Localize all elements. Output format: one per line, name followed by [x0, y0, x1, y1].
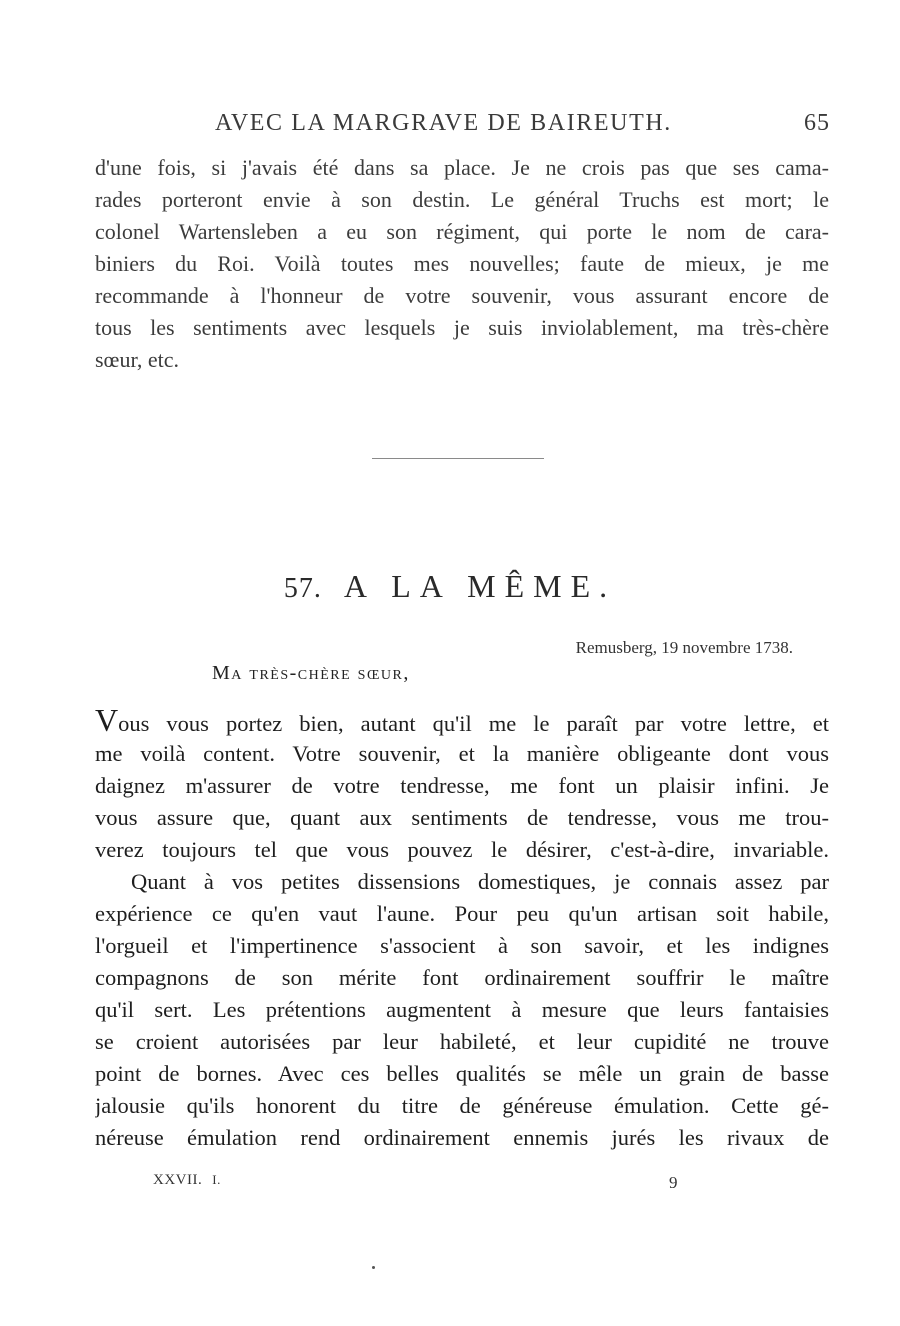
text-line: expérience ce qu'en vaut l'aune. Pour peu qu'un artisan soit habile, [95, 901, 829, 926]
drop-cap: V [95, 706, 119, 738]
text-line: biniers du Roi. Voilà toutes mes nouvelles; faute de mieux, je me [95, 251, 829, 276]
text-line [95, 706, 829, 738]
text-line: vous assure que, quant aux sentiments de tendresse, vous me trou- [95, 805, 829, 830]
text-line: se croient autorisées par leur habileté, et leur cupidité ne trouve [95, 1029, 829, 1054]
letter-body [95, 706, 829, 1154]
letter-title [0, 568, 900, 605]
text-line: compagnons de son mérite font ordinairement souffrir le maître [95, 965, 829, 990]
text-line: d'une fois, si j'avais été dans sa place. Je ne crois pas que ses cama- [95, 155, 829, 180]
text-line: rades porteront envie à son destin. Le général Truchs est mort; le [95, 187, 829, 212]
dateline: Remusberg, 19 novembre 1738. [575, 638, 793, 657]
section-divider [372, 458, 544, 459]
text-line: Quant à vos petites dissensions domestiques, je connais assez par [131, 869, 829, 894]
folio-mark: 9 [669, 1173, 678, 1192]
signature-mark [153, 1172, 221, 1189]
text-line: me voilà content. Votre souvenir, et la manière obligeante dont vous [95, 741, 829, 766]
text-line: point de bornes. Avec ces belles qualités se mêle un grain de basse [95, 1061, 829, 1086]
signature-volume: XXVII. [153, 1172, 203, 1188]
text-line: néreuse émulation rend ordinairement ennemis jurés les rivaux de [95, 1125, 829, 1150]
text-line: colonel Wartensleben a eu son régiment, qui porte le nom de cara- [95, 219, 829, 244]
text-line: daignez m'assurer de votre tendresse, me font un plaisir infini. Je [95, 773, 829, 798]
signature-part: I. [212, 1172, 221, 1187]
speck-dot [372, 1266, 375, 1269]
text-line: sœur, etc. [95, 347, 180, 372]
letter-heading: A LA MÊME. [343, 568, 617, 604]
text-line: l'orgueil et l'impertinence s'associent à son savoir, et les indignes [95, 933, 829, 958]
text-line: tous les sentiments avec lesquels je suis inviolablement, ma très-chère [95, 315, 829, 340]
continued-letter-text [95, 152, 829, 376]
running-head [95, 110, 830, 142]
page-number: 65 [804, 110, 830, 136]
salutation-text: Ma très-chère sœur, [212, 662, 410, 684]
text-line: recommande à l'honneur de votre souvenir, vous assurant encore de [95, 283, 829, 308]
text-line: verez toujours tel que vous pouvez le désirer, c'est-à-dire, invariable. [95, 837, 829, 862]
text-line: jalousie qu'ils honorent du titre de généreuse émulation. Cette gé- [95, 1093, 829, 1118]
salutation [212, 662, 410, 685]
text-line-content: ous vous portez bien, autant qu'il me le paraît par votre lettre, et [118, 711, 829, 736]
letter-number: 57. [283, 573, 322, 604]
running-title: AVEC LA MARGRAVE DE BAIREUTH. [215, 110, 672, 136]
text-line: qu'il sert. Les prétentions augmentent à mesure que leurs fantaisies [95, 997, 829, 1022]
